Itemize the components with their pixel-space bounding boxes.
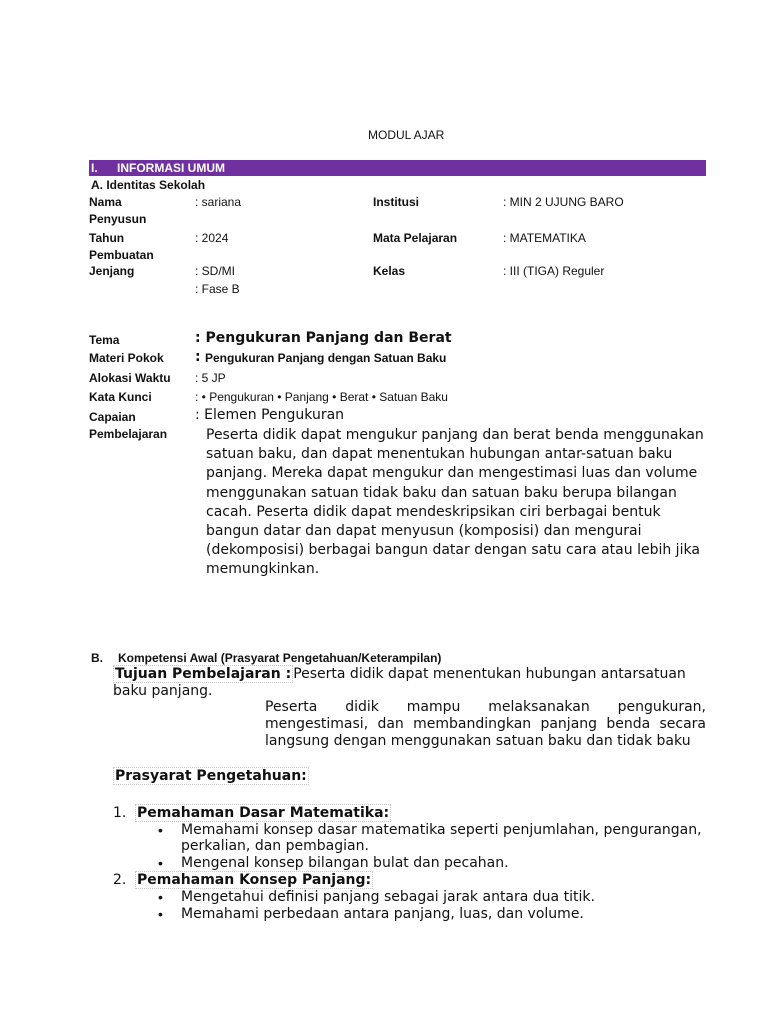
section-title: INFORMASI UMUM <box>117 161 225 175</box>
item-1-title-text: Pemahaman Dasar Matematika: <box>137 805 390 821</box>
tahun-value: : 2024 <box>195 231 229 245</box>
identitas-heading: A. Identitas Sekolah <box>91 178 206 192</box>
nama-label: Nama <box>89 195 122 209</box>
item-1-number: 1. <box>113 805 127 821</box>
tahun-label: Tahun <box>89 231 125 245</box>
materi-value: Pengukuran Panjang dengan Satuan Baku <box>205 351 447 365</box>
tema-label: Tema <box>89 333 120 347</box>
prasyarat-heading <box>113 768 309 784</box>
bullet-icon: • <box>158 889 163 905</box>
tujuan-detail-line: mengestimasi, dan membandingkan panjang benda secara <box>265 716 706 732</box>
item-2-bullet-1: Mengetahui definisi panjang sebagai jarak antara dua titik. <box>181 889 595 905</box>
kata-kunci-value: : • Pengukuran • Panjang • Berat • Satuan Baku <box>195 390 448 404</box>
institusi-value: : MIN 2 UJUNG BARO <box>503 195 624 209</box>
kata-kunci-label: Kata Kunci <box>89 390 152 404</box>
kelas-value: : III (TIGA) Reguler <box>503 264 605 278</box>
tujuan-label: Tujuan Pembelajaran : <box>115 666 292 682</box>
jenjang-value: : SD/MI <box>195 264 236 278</box>
item-2-number: 2. <box>113 872 127 888</box>
institusi-label: Institusi <box>373 195 420 209</box>
bullet-icon: • <box>158 855 163 871</box>
capaian-line: menggunakan satuan tidak baku dan satuan baku berupa bilangan <box>206 484 677 501</box>
tema-value: : Pengukuran Panjang dan Berat <box>195 330 452 346</box>
item-2-bullet-2: Memahami perbedaan antara panjang, luas, dan volume. <box>181 906 584 922</box>
prasyarat-heading-text: Prasyarat Pengetahuan: <box>115 768 307 784</box>
tujuan-text: Peserta didik dapat menentukan hubungan antarsatuan <box>293 666 686 682</box>
item-1-bullet-2: Mengenal konsep bilangan bulat dan pecahan. <box>181 855 509 871</box>
tujuan-line <box>113 665 686 683</box>
capaian-head: : Elemen Pengukuran <box>195 407 345 423</box>
pembuatan-label: Pembuatan <box>89 248 154 262</box>
item-1-bullet-1: Memahami konsep dasar matematika seperti penjumlahan, pengurangan, <box>181 822 702 838</box>
nama-value: : sariana <box>195 195 242 209</box>
alokasi-label: Alokasi Waktu <box>89 371 171 385</box>
capaian-line: bangun datar dan dapat menyusun (komposisi) dan mengurai <box>206 523 642 540</box>
kelas-label: Kelas <box>373 264 406 278</box>
materi-colon: : <box>195 349 201 365</box>
materi-label: Materi Pokok <box>89 351 164 365</box>
capaian-line: memungkinkan. <box>206 561 320 578</box>
capaian-line: (dekomposisi) berbagai bangun datar dengan satu cara atau lebih jika <box>206 542 700 559</box>
section-b-letter: B. <box>91 651 103 665</box>
jenjang-label: Jenjang <box>89 264 135 278</box>
section-header-informasi-umum <box>89 160 706 176</box>
section-b-title: Kompetensi Awal (Prasyarat Pengetahuan/Keterampilan) <box>118 651 442 665</box>
bullet-icon: • <box>158 822 163 838</box>
item-1-title <box>135 805 391 821</box>
capaian-label: Capaian <box>89 410 136 424</box>
tujuan-detail <box>265 699 706 750</box>
capaian-paragraph <box>206 426 706 580</box>
document-title: MODUL AJAR <box>368 128 445 142</box>
penyusun-label: Penyusun <box>89 212 147 226</box>
capaian-line: panjang. Mereka dapat mengukur dan mengestimasi luas dan volume <box>206 465 698 482</box>
tujuan-detail-line: Peserta didik mampu melaksanakan pengukuran, <box>265 699 706 715</box>
capaian-line: cacah. Peserta didik dapat mendeskripsikan ciri berbagai bentuk <box>206 503 661 520</box>
capaian-line: satuan baku, dan dapat menentukan hubungan antar-satuan baku <box>206 446 673 463</box>
item-1-bullet-1-cont: perkalian, dan pembagian. <box>181 838 369 854</box>
bullet-icon: • <box>158 906 163 922</box>
section-number: I. <box>91 161 98 175</box>
item-2-title <box>135 872 373 888</box>
alokasi-value: : 5 JP <box>195 371 226 385</box>
pembelajaran-label: Pembelajaran <box>89 427 168 441</box>
item-2-title-text: Pemahaman Konsep Panjang: <box>137 872 372 888</box>
mapel-label: Mata Pelajaran <box>373 231 458 245</box>
tujuan-text-2: baku panjang. <box>113 683 213 699</box>
capaian-line: Peserta didik dapat mengukur panjang dan berat benda menggunakan <box>206 427 704 443</box>
fase-value: : Fase B <box>195 282 240 296</box>
mapel-value: : MATEMATIKA <box>503 231 586 245</box>
tujuan-detail-line: langsung dengan menggunakan satuan baku dan tidak baku <box>265 733 691 749</box>
